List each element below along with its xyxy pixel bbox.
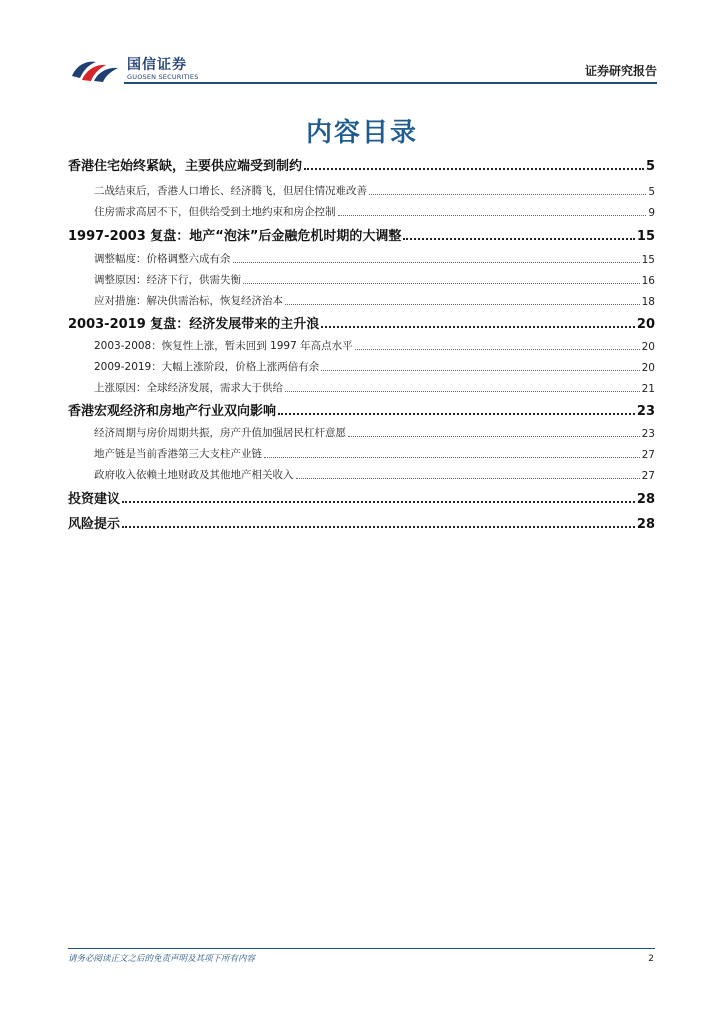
page-number: 2 bbox=[648, 954, 654, 964]
toc-entry-title: 2009-2019：大幅上涨阶段，价格上涨两倍有余 bbox=[94, 361, 320, 373]
toc-dot-leader bbox=[285, 303, 640, 305]
toc-dot-leader bbox=[355, 348, 640, 350]
toc-entry-title: 香港住宅始终紧缺，主要供应端受到制约 bbox=[68, 159, 303, 174]
toc-subsection-entry[interactable] bbox=[68, 204, 655, 219]
toc-entry-title: 2003-2008：恢复性上涨，暂未回到 1997 年高点水平 bbox=[94, 340, 353, 352]
page-header bbox=[0, 0, 724, 90]
toc-entry-title: 政府收入依赖土地财政及其他地产相关收入 bbox=[94, 469, 294, 481]
toc-dot-leader bbox=[296, 477, 640, 479]
toc-entry-title: 住房需求高居不下，但供给受到土地约束和房企控制 bbox=[94, 206, 336, 218]
toc-subsection-entry[interactable] bbox=[68, 467, 655, 482]
toc-entry-page: 5 bbox=[648, 186, 655, 198]
toc-dot-leader bbox=[304, 167, 644, 170]
toc-subsection-entry[interactable] bbox=[68, 272, 655, 287]
toc-entry-page: 9 bbox=[648, 207, 655, 219]
toc-entry-page: 28 bbox=[636, 492, 655, 507]
toc-entry-page: 20 bbox=[641, 341, 655, 353]
toc-entry-title: 调整幅度：价格调整六成有余 bbox=[94, 253, 231, 265]
toc-entry-title: 香港宏观经济和房地产行业双向影响 bbox=[68, 404, 277, 419]
toc-section-entry[interactable] bbox=[68, 513, 655, 532]
toc-entry-title: 经济周期与房价周期共振，房产升值加强居民杠杆意愿 bbox=[94, 427, 346, 439]
toc-entry-title: 地产链是当前香港第三大支柱产业链 bbox=[94, 448, 262, 460]
toc-entry-page: 21 bbox=[641, 383, 655, 395]
toc-entry-title: 风险提示 bbox=[68, 517, 121, 532]
toc-section-entry[interactable] bbox=[68, 155, 655, 174]
toc-dot-leader bbox=[243, 282, 640, 284]
toc-entry-page: 27 bbox=[641, 470, 655, 482]
report-type-label: 证券研究报告 bbox=[584, 64, 657, 78]
toc-subsection-entry[interactable] bbox=[68, 446, 655, 461]
toc-subsection-entry[interactable] bbox=[68, 338, 655, 353]
toc-dot-leader bbox=[285, 390, 640, 392]
toc-dot-leader bbox=[233, 261, 640, 263]
company-logo bbox=[70, 52, 230, 84]
toc-dot-leader bbox=[338, 214, 647, 216]
toc-dot-leader bbox=[403, 237, 635, 240]
toc-subsection-entry[interactable] bbox=[68, 251, 655, 266]
toc-title: 内容目录 bbox=[305, 118, 418, 148]
toc-entry-page: 16 bbox=[641, 275, 655, 287]
toc-entry-title: 上涨原因：全球经济发展，需求大于供给 bbox=[94, 382, 283, 394]
logo-chinese-name: 国信证券 bbox=[127, 57, 187, 73]
toc-section-entry[interactable] bbox=[68, 313, 655, 332]
footer-disclaimer: 请务必阅读正文之后的免责声明及其项下所有内容 bbox=[68, 954, 256, 964]
toc-dot-leader bbox=[122, 500, 635, 503]
toc-section-entry[interactable] bbox=[68, 400, 655, 419]
guosen-logo-icon bbox=[70, 52, 122, 84]
toc-entry-title: 1997-2003 复盘：地产“泡沫”后金融危机时期的大调整 bbox=[68, 229, 402, 244]
toc-entry-page: 18 bbox=[641, 296, 655, 308]
toc-entry-page: 20 bbox=[636, 317, 655, 332]
toc-dot-leader bbox=[369, 193, 646, 195]
logo-english-name: GUOSEN SECURITIES bbox=[127, 73, 199, 81]
toc-entry-title: 调整原因：经济下行，供需失衡 bbox=[94, 274, 241, 286]
header-divider bbox=[124, 82, 657, 84]
toc-section-entry[interactable] bbox=[68, 488, 655, 507]
toc-entry-title: 2003-2019 复盘：经济发展带来的主升浪 bbox=[68, 317, 320, 332]
toc-dot-leader bbox=[278, 412, 635, 415]
toc-dot-leader bbox=[348, 435, 640, 437]
toc-entry-page: 23 bbox=[641, 428, 655, 440]
toc-dot-leader bbox=[321, 369, 639, 371]
toc-subsection-entry[interactable] bbox=[68, 293, 655, 308]
toc-subsection-entry[interactable] bbox=[68, 425, 655, 440]
toc-dot-leader bbox=[264, 456, 640, 458]
toc-dot-leader bbox=[321, 325, 635, 328]
footer-divider bbox=[68, 948, 655, 949]
toc-subsection-entry[interactable] bbox=[68, 183, 655, 198]
toc-section-entry[interactable] bbox=[68, 225, 655, 244]
toc-subsection-entry[interactable] bbox=[68, 359, 655, 374]
toc-entry-page: 27 bbox=[641, 449, 655, 461]
toc-entry-page: 20 bbox=[641, 362, 655, 374]
toc-subsection-entry[interactable] bbox=[68, 380, 655, 395]
toc-entry-page: 23 bbox=[636, 404, 655, 419]
toc-dot-leader bbox=[122, 525, 635, 528]
toc-entry-page: 28 bbox=[636, 517, 655, 532]
toc-entry-page: 15 bbox=[636, 229, 655, 244]
toc-entry-page: 15 bbox=[641, 254, 655, 266]
toc-entry-title: 应对措施：解决供需治标，恢复经济治本 bbox=[94, 295, 283, 307]
toc-entry-title: 二战结束后，香港人口增长、经济腾飞，但居住情况难改善 bbox=[94, 185, 367, 197]
toc-entry-title: 投资建议 bbox=[68, 492, 121, 507]
toc-entry-page: 5 bbox=[645, 159, 655, 174]
